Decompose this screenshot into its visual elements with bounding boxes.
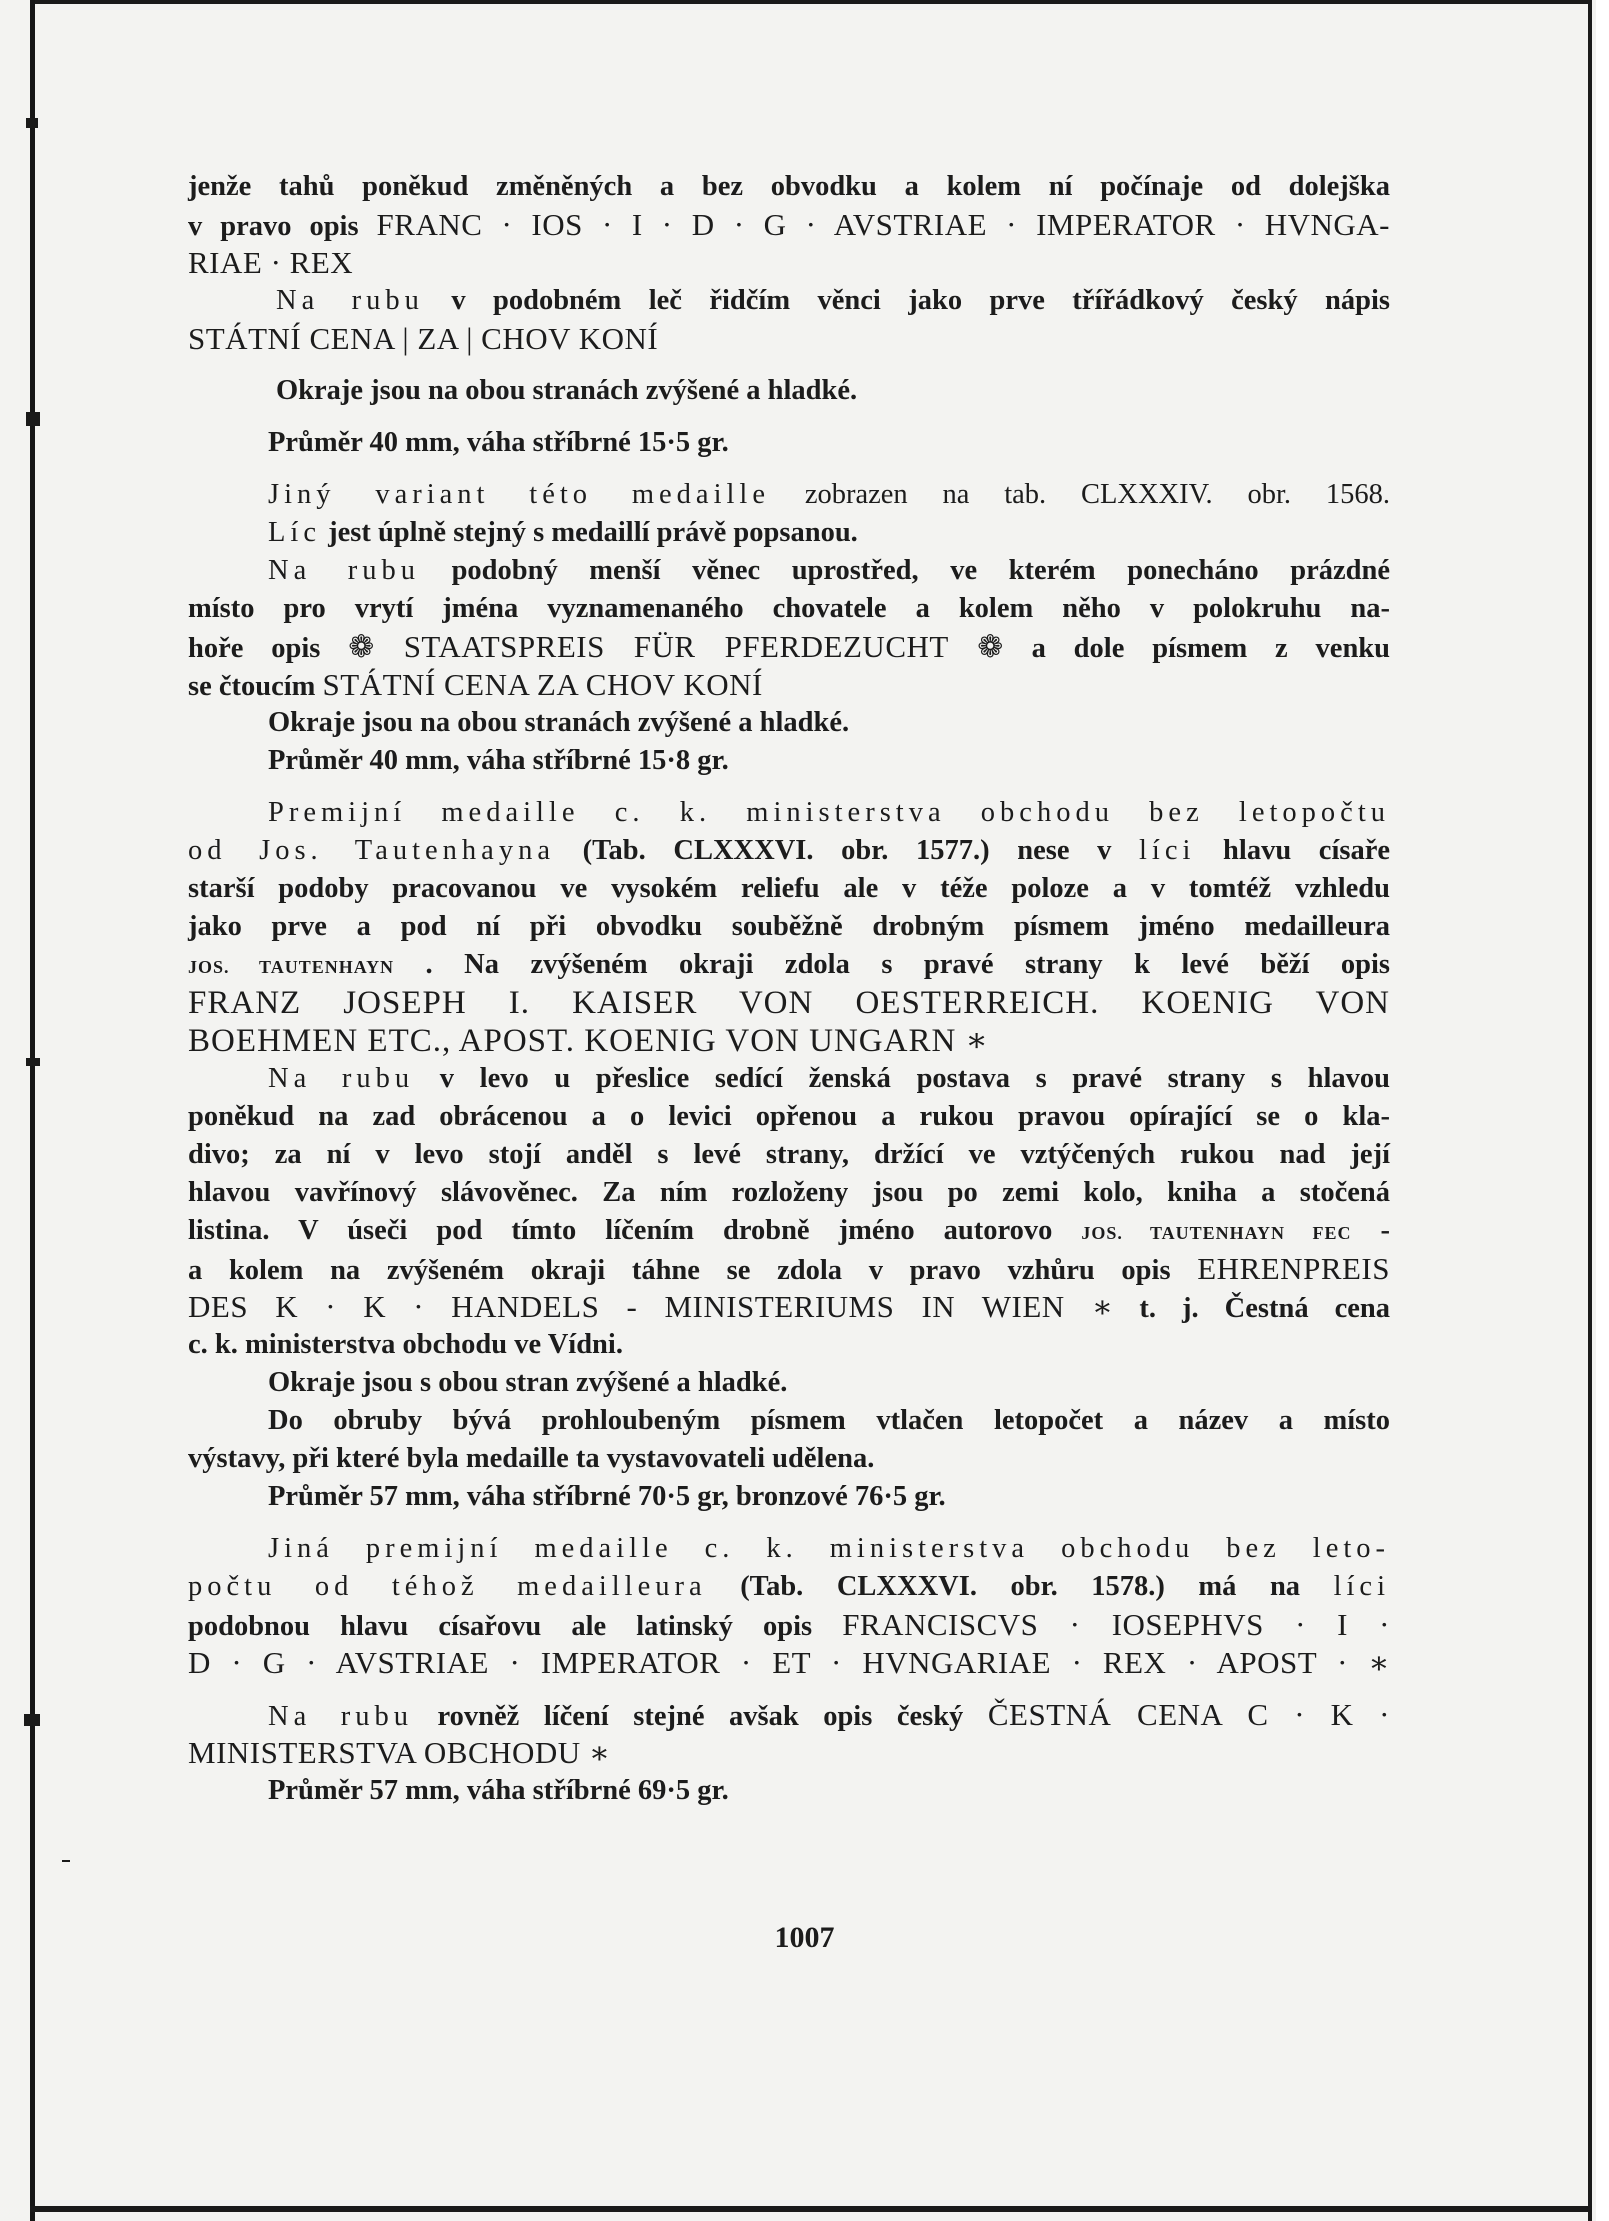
text-line: Na rubu rovněž líčení stejné avšak opis český ČESTNÁ CENA C · K ·	[268, 1697, 1391, 1732]
text-line: hoře opis ❁ STAATSPREIS FÜR PFERDEZUCHT ❁ a dole písmem z venku	[188, 629, 1391, 664]
scan-mark	[26, 118, 38, 128]
text-line: Průměr 40 mm, váha stříbrné 15·5 gr.	[268, 427, 729, 458]
text-line: počtu od téhož medailleura (Tab. CLXXXVI. obr. 1578.) má na líci	[188, 1571, 1390, 1602]
scan-mark	[26, 1058, 40, 1066]
scan-mark	[62, 1860, 70, 1862]
text-line: Okraje jsou s obou stran zvýšené a hladké.	[268, 1367, 788, 1398]
text-line: Okraje jsou na obou stranách zvýšené a hladké.	[276, 375, 858, 406]
text-line: Okraje jsou na obou stranách zvýšené a hladké.	[268, 707, 850, 738]
text-line: D · G · AVSTRIAE · IMPERATOR · ET · HVNGARIAE · REX · APOST · ∗	[188, 1645, 1390, 1680]
text-line: BOEHMEN ETC., APOST. KOENIG VON UNGARN ∗	[188, 1023, 989, 1059]
body-text	[188, 168, 1390, 1810]
text-line: v pravo opis FRANC · IOS · I · D · G · AVSTRIAE · IMPERATOR · HVNGA-	[188, 207, 1390, 242]
text-line: Na rubu v podobném leč řidčím věnci jako prve třířádkový český nápis	[276, 285, 1391, 316]
text-line: Jiný variant této medaille zobrazen na tab. CLXXXIV. obr. 1568.	[268, 479, 1390, 510]
text-line: a kolem na zvýšeném okraji táhne se zdola v pravo vzhůru opis EHRENPREIS	[188, 1251, 1390, 1286]
scan-mark	[24, 1714, 40, 1726]
scan-mark	[26, 412, 40, 426]
text-line: poněkud na zad obrácenou a o levici opřenou a rukou pravou opírající se o kla-	[188, 1101, 1390, 1132]
text-line: Do obruby bývá prohloubeným písmem vtlačen letopočet a název a místo	[268, 1405, 1390, 1436]
text-line: od Jos. Tautenhayna (Tab. CLXXXVI. obr. 1577.) nese v líci hlavu císaře	[188, 835, 1391, 866]
scan-border-bottom	[30, 2206, 1592, 2212]
text-line: Průměr 40 mm, váha stříbrné 15·8 gr.	[268, 745, 729, 776]
text-line: Průměr 57 mm, váha stříbrné 69·5 gr.	[268, 1775, 729, 1806]
text-line: jako prve a pod ní při obvodku souběžně drobným písmem jméno medailleura	[188, 911, 1390, 942]
text-line: starší podoby pracovanou ve vysokém reliefu ale v téže poloze a v tomtéž vzhledu	[188, 873, 1390, 904]
text-line: STÁTNÍ CENA | ZA | CHOV KONÍ	[188, 321, 659, 356]
text-line: Premijní medaille c. k. ministerstva obchodu bez letopočtu	[268, 797, 1390, 828]
text-line: Průměr 57 mm, váha stříbrné 70·5 gr, bronzové 76·5 gr.	[268, 1481, 946, 1512]
text-line: hlavou vavřínový slávověnec. Za ním rozloženy jsou po zemi kolo, kniha a stočená	[188, 1177, 1390, 1208]
text-line: Líc jest úplně stejný s medaillí právě popsanou.	[268, 517, 858, 548]
text-line: místo pro vrytí jména vyznamenaného chovatele a kolem něho v polokruhu na-	[188, 593, 1390, 624]
page-number: 1007	[774, 1921, 835, 1954]
text-line: Na rubu podobný menší věnec uprostřed, ve kterém ponecháno prázdné	[268, 555, 1390, 586]
scan-border-right	[1588, 0, 1592, 2221]
scan-border-top	[30, 0, 1592, 4]
scan-margin-right	[1596, 0, 1609, 2221]
text-line: podobnou hlavu císařovu ale latinský opis FRANCISCVS · IOSEPHVS · I ·	[188, 1607, 1390, 1642]
text-line: RIAE · REX	[188, 245, 354, 280]
text-line: jenže tahů poněkud změněných a bez obvodku a kolem ní počínaje od dolejška	[188, 171, 1390, 202]
text-line: Na rubu v levo u přeslice sedící ženská postava s pravé strany s hlavou	[268, 1063, 1390, 1094]
text-line: výstavy, při které byla medaille ta vystavovateli udělena.	[188, 1443, 875, 1474]
text-line: divo; za ní v levo stojí anděl s levé strany, držící ve vztýčených rukou nad její	[188, 1139, 1390, 1170]
text-line: listina. V úseči pod tímto líčením drobně jméno autorovo JOS. TAUTENHAYN FEC -	[188, 1215, 1390, 1246]
text-line: JOS. TAUTENHAYN . Na zvýšeném okraji zdola s pravé strany k levé běží opis	[188, 949, 1390, 980]
text-line: MINISTERSTVA OBCHODU ∗	[188, 1735, 611, 1770]
text-line: c. k. ministerstva obchodu ve Vídni.	[188, 1329, 623, 1360]
text-line: DES K · K · HANDELS - MINISTERIUMS IN WIEN ∗ t. j. Čestná cena	[188, 1289, 1391, 1324]
text-line: FRANZ JOSEPH I. KAISER VON OESTERREICH. KOENIG VON	[188, 985, 1390, 1021]
text-line: Jiná premijní medaille c. k. ministerstva obchodu bez leto-	[268, 1533, 1390, 1564]
text-line: se čtoucím STÁTNÍ CENA ZA CHOV KONÍ	[188, 667, 763, 702]
scan-border-left	[30, 0, 35, 2221]
